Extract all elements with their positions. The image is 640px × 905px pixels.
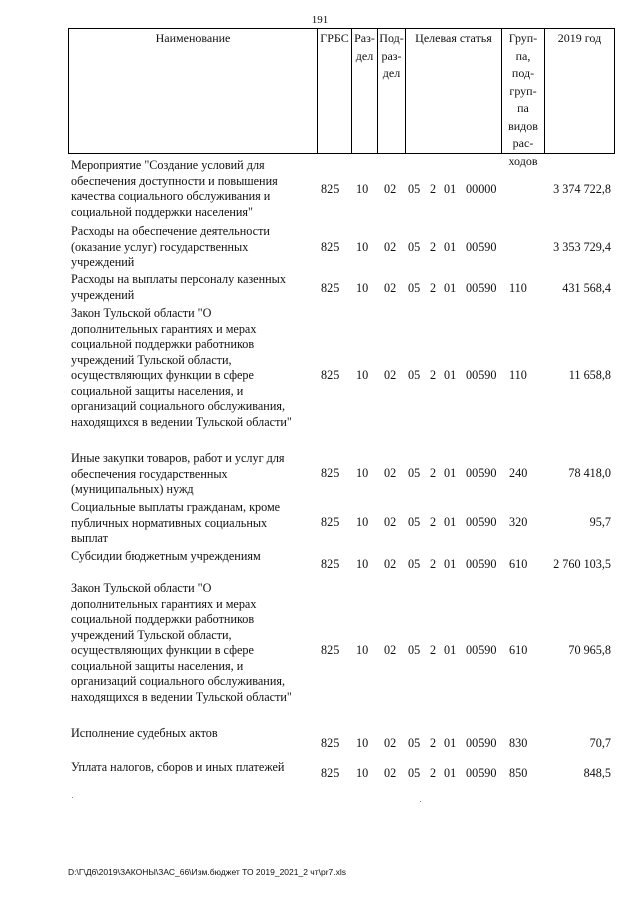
header-podrazdel: Под- раз- дел <box>377 29 405 153</box>
row-name: Субсидии бюджетным учреждениям <box>71 549 261 563</box>
row-amount: 431 568,4 <box>562 281 611 295</box>
row-name: Расходы на выплаты персоналу казенных учреждений <box>71 272 286 302</box>
row-razdel: 10 <box>356 736 369 750</box>
row-razdel: 10 <box>356 515 369 529</box>
page-number: 191 <box>311 14 329 26</box>
row-razdel: 10 <box>356 766 369 780</box>
row-c2: 2 <box>430 240 437 254</box>
row-podrazdel: 02 <box>384 281 397 295</box>
row-c4: 00590 <box>466 368 497 382</box>
row-amount: 78 418,0 <box>568 466 611 480</box>
row-grbs: 825 <box>321 515 340 529</box>
row-gruppa: 610 <box>509 557 528 571</box>
row-c3: 01 <box>444 368 457 382</box>
row-podrazdel: 02 <box>384 240 397 254</box>
row-c1: 05 <box>408 515 421 529</box>
row-c3: 01 <box>444 515 457 529</box>
row-c4: 00590 <box>466 766 497 780</box>
row-c3: 01 <box>444 240 457 254</box>
header-razdel: Раз- дел <box>351 29 377 153</box>
row-grbs: 825 <box>321 736 340 750</box>
row-c1: 05 <box>408 466 421 480</box>
row-c2: 2 <box>430 368 437 382</box>
row-c2: 2 <box>430 466 437 480</box>
row-c4: 00590 <box>466 557 497 571</box>
row-grbs: 825 <box>321 557 340 571</box>
row-amount: 3 374 722,8 <box>553 182 611 196</box>
row-c4: 00590 <box>466 281 497 295</box>
row-grbs: 825 <box>321 182 340 196</box>
row-c4: 00590 <box>466 643 497 657</box>
row-c2: 2 <box>430 736 437 750</box>
row-razdel: 10 <box>356 368 369 382</box>
table-header <box>68 28 615 168</box>
row-razdel: 10 <box>356 281 369 295</box>
row-amount: 2 760 103,5 <box>553 557 611 571</box>
row-grbs: 825 <box>321 240 340 254</box>
row-c2: 2 <box>430 515 437 529</box>
row-c1: 05 <box>408 182 421 196</box>
row-gruppa: 110 <box>509 281 527 295</box>
row-c2: 2 <box>430 643 437 657</box>
row-grbs: 825 <box>321 466 340 480</box>
scan-speck <box>72 797 73 798</box>
row-razdel: 10 <box>356 240 369 254</box>
row-podrazdel: 02 <box>384 182 397 196</box>
row-c3: 01 <box>444 466 457 480</box>
row-gruppa: 610 <box>509 643 528 657</box>
row-razdel: 10 <box>356 182 369 196</box>
row-amount: 11 658,8 <box>568 368 611 382</box>
row-podrazdel: 02 <box>384 515 397 529</box>
row-grbs: 825 <box>321 643 340 657</box>
row-podrazdel: 02 <box>384 368 397 382</box>
row-amount: 848,5 <box>583 766 611 780</box>
row-razdel: 10 <box>356 466 369 480</box>
row-podrazdel: 02 <box>384 736 397 750</box>
row-gruppa: 240 <box>509 466 528 480</box>
row-name: Закон Тульской области "О дополнительных гарантиях и мерах социальной поддержки работников учреждений Тульской области, осуществляющих функции в сфере социальной защиты населения, и организаций социального обслуживания, находящихся в ведении Тульской области" <box>71 306 292 429</box>
row-name: Социальные выплаты гражданам, кроме публичных нормативных социальных выплат <box>71 500 281 545</box>
row-grbs: 825 <box>321 766 340 780</box>
scan-speck <box>420 801 421 802</box>
row-c1: 05 <box>408 736 421 750</box>
row-name: Закон Тульской области "О дополнительных гарантиях и мерах социальной поддержки работников учреждений Тульской области, осуществляющих функции в сфере социальной защиты населения, и организаций социального обслуживания, находящихся в ведении Тульской области" <box>71 581 292 704</box>
row-name: Расходы на обеспечение деятельности (оказание услуг) государственных учреждений <box>71 224 270 269</box>
row-c4: 00590 <box>466 466 497 480</box>
row-c1: 05 <box>408 643 421 657</box>
row-podrazdel: 02 <box>384 643 397 657</box>
row-c1: 05 <box>408 368 421 382</box>
row-razdel: 10 <box>356 643 369 657</box>
row-c3: 01 <box>444 643 457 657</box>
row-c1: 05 <box>408 240 421 254</box>
row-amount: 70,7 <box>589 736 611 750</box>
header-celevaya: Целевая статья <box>405 29 501 153</box>
file-path-footer: D:\Г\Д6\2019\ЗАКОНЫ\ЗАС_66\Изм.бюджет ТО 2019_2021_2 чт\pr7.xls <box>68 867 347 877</box>
header-grbs: ГРБС <box>317 29 351 153</box>
row-c2: 2 <box>430 766 437 780</box>
row-c2: 2 <box>430 182 437 196</box>
row-c2: 2 <box>430 281 437 295</box>
row-gruppa: 110 <box>509 368 527 382</box>
row-amount: 3 353 729,4 <box>553 240 611 254</box>
row-podrazdel: 02 <box>384 766 397 780</box>
row-name: Уплата налогов, сборов и иных платежей <box>71 760 285 774</box>
header-gruppa: Груп- па, под- груп- па видов рас- ходов <box>501 29 544 153</box>
row-c1: 05 <box>408 557 421 571</box>
row-c3: 01 <box>444 736 457 750</box>
row-c3: 01 <box>444 182 457 196</box>
row-name: Мероприятие "Создание условий для обеспечения доступности и повышения качества социального обслуживания и социальной поддержки населения" <box>71 158 278 219</box>
row-gruppa: 320 <box>509 515 528 529</box>
row-grbs: 825 <box>321 281 340 295</box>
row-c2: 2 <box>430 557 437 571</box>
row-podrazdel: 02 <box>384 557 397 571</box>
row-amount: 70 965,8 <box>568 643 611 657</box>
row-name: Иные закупки товаров, работ и услуг для обеспечения государственных (муниципальных) нужд <box>71 451 285 496</box>
row-c4: 00590 <box>466 240 497 254</box>
row-grbs: 825 <box>321 368 340 382</box>
row-c4: 00590 <box>466 515 497 529</box>
row-name: Исполнение судебных актов <box>71 726 218 740</box>
row-podrazdel: 02 <box>384 466 397 480</box>
row-c4: 00590 <box>466 736 497 750</box>
row-gruppa: 850 <box>509 766 528 780</box>
row-c4: 00000 <box>466 182 497 196</box>
row-amount: 95,7 <box>589 515 611 529</box>
row-gruppa: 830 <box>509 736 528 750</box>
header-year: 2019 год <box>544 29 614 153</box>
row-c1: 05 <box>408 766 421 780</box>
row-c3: 01 <box>444 766 457 780</box>
row-razdel: 10 <box>356 557 369 571</box>
row-c3: 01 <box>444 281 457 295</box>
row-c3: 01 <box>444 557 457 571</box>
row-c1: 05 <box>408 281 421 295</box>
header-name: Наименование <box>155 31 231 45</box>
